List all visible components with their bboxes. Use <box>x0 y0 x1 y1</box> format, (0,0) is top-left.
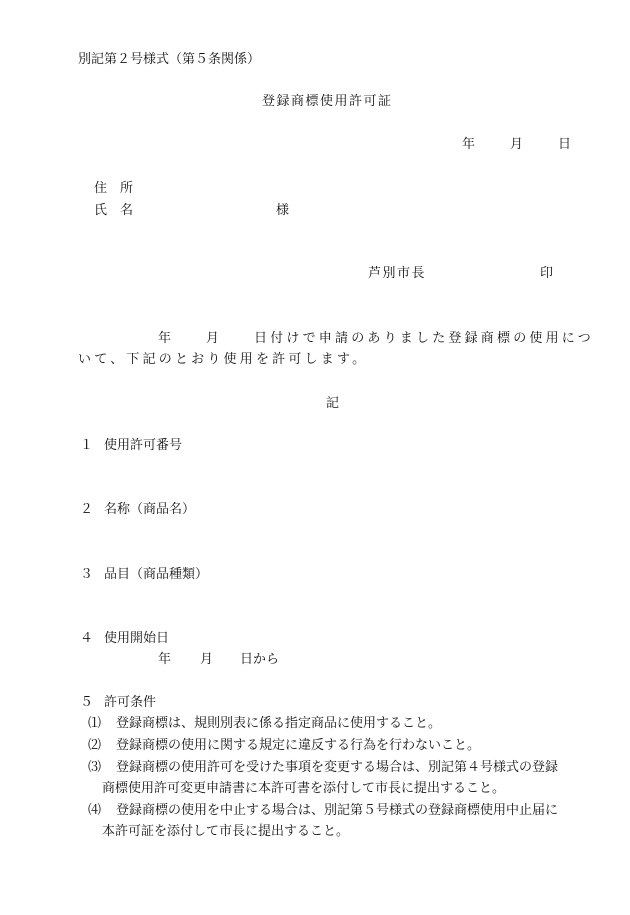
condition-text: 登録商標の使用を中止する場合は、別記第５号様式の登録商標使用中止届に <box>116 803 559 818</box>
document-title: 登録商標使用許可証 <box>262 94 393 109</box>
body-line-1: 日付けで申請のありました登録商標の使用につ <box>254 331 594 346</box>
issue-date-month: 月 <box>510 137 524 152</box>
condition-text: 登録商標の使用に関する規定に違反する行為を行わないこと。 <box>116 738 481 753</box>
seal-mark: 印 <box>540 266 554 281</box>
item-label-start-date: 使用開始日 <box>104 631 170 646</box>
condition-item <box>88 736 480 756</box>
item-label-permit-number: 使用許可番号 <box>104 438 183 453</box>
item-label-conditions: 許可条件 <box>104 695 157 710</box>
address-label: 住 所 <box>94 181 134 196</box>
start-date-day-suffix: 日から <box>240 652 280 667</box>
condition-number: ⑷ <box>88 803 102 818</box>
issuer-name: 芦別市長 <box>368 266 427 281</box>
ki-heading: 記 <box>326 396 340 411</box>
condition-item <box>88 714 441 734</box>
issue-date-year: 年 <box>462 137 476 152</box>
condition-text: 登録商標の使用許可を受けた事項を変更する場合は、別記第４号様式の登録 <box>116 760 559 775</box>
item-number: ２ <box>80 502 94 517</box>
item-number: ３ <box>80 567 94 582</box>
body-date-year: 年 <box>158 331 172 346</box>
condition-item <box>88 801 558 821</box>
name-label: 氏 名 <box>94 203 134 218</box>
form-label: 別記第２号様式（第５条関係） <box>78 52 261 67</box>
item-number: ５ <box>80 695 94 710</box>
item-label-product-name: 名称（商品名） <box>104 502 196 517</box>
condition-text: 登録商標は、規則別表に係る指定商品に使用すること。 <box>116 716 442 731</box>
start-date-year: 年 <box>158 652 172 667</box>
body-line-2: いて、下記のとおり使用を許可します。 <box>78 352 369 367</box>
condition-number: ⑴ <box>88 716 102 731</box>
honorific: 様 <box>276 203 290 218</box>
body-date-month: 月 <box>206 331 220 346</box>
issue-date-day: 日 <box>558 137 572 152</box>
start-date-month: 月 <box>200 652 214 667</box>
item-label-product-type: 品目（商品種類） <box>104 567 209 582</box>
condition-text-continuation: 本許可証を添付して市長に提出すること。 <box>102 824 350 839</box>
condition-item <box>88 758 558 778</box>
condition-number: ⑵ <box>88 738 102 753</box>
condition-text-continuation: 商標使用許可変更申請書に本許可書を添付して市長に提出すること。 <box>102 781 506 796</box>
condition-number: ⑶ <box>88 760 102 775</box>
item-number: １ <box>80 438 94 453</box>
item-number: ４ <box>80 631 94 646</box>
